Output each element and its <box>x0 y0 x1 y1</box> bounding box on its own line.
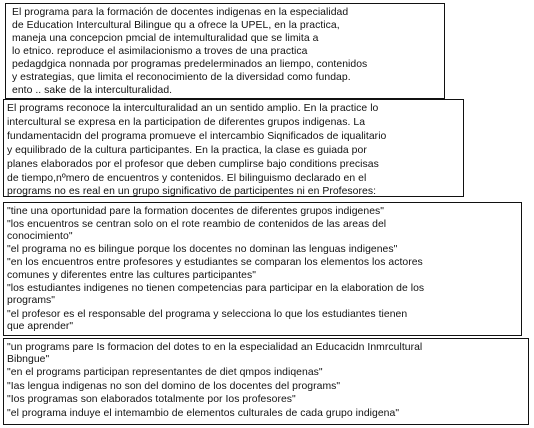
text-line: ento .. sake de la interculturalidad. <box>12 85 173 96</box>
quote-line: Bibngue" <box>7 354 50 365</box>
quote-line: "los encuentros se centran solo on el rote reambio de contenidos de las areas del <box>7 219 387 230</box>
quote-line: "los estudiantes indigenes no tienen competencias para participar en la elaboration de los <box>7 283 425 294</box>
text-line: pedagdgica nonnada por programas predelerminados an liempo, contenidos <box>12 59 368 70</box>
quote-line: "el programa induye el intemambio de elementos culturales de cada grupo indigena" <box>7 408 400 419</box>
text-line: programs no es real en un grupo significativo de participentes ni en Profesores: <box>7 186 377 197</box>
text-line: de tiempo,nºmero de encuentros y contenidos. El bilinguismo declarado en el <box>7 173 367 184</box>
text-line: y estrategias, que limita el reconocimiento de la diversidad como fundap. <box>12 72 351 83</box>
quotes-box-1 <box>3 202 522 336</box>
text-line: El programs reconoce la interculturalidad an un sentido amplio. En la practice lo <box>7 103 379 114</box>
text-line: de Education Intercultural Bilingue qu a ofrece la UPEL, en la practica, <box>12 20 340 31</box>
quote-line: "Ias lengua indigenas no son del domino de los docentes del programs" <box>7 381 341 392</box>
text-line: El programa para la formación de docentes indigenas en la especialidad <box>12 7 349 18</box>
quote-line: "en el programs participan representantes de diet qmpos indiqenas" <box>7 367 323 378</box>
quote-line: "tine una oportunidad pare la formation docentes de diferentes grupos indigenes" <box>7 206 385 217</box>
quote-line: programs" <box>7 295 56 306</box>
quote-line: "el programa no es bilingue porque los docentes no dominan las lenguas indigenes" <box>7 244 398 255</box>
text-line: maneja una concepcion pmcial de intemulturalidad que se limita a <box>12 33 319 44</box>
quote-line: conocimiento" <box>7 231 73 242</box>
text-line: planes elaborados por el profesor que deben cumplirse bajo conditions precisas <box>7 159 379 170</box>
summary-box-1 <box>5 3 445 99</box>
text-line: intercultural se expresa en la participation de diferentes grupos indigenas. La <box>7 117 366 128</box>
text-line: y equilibrado de la cultura participantes. En la practica, la clase es guiada por <box>7 145 367 156</box>
quote-line: "un programs pare Is formacion del dotes to en la especialidad an Educacidn Inmrcultural <box>7 342 423 353</box>
quote-line: "el profesor es el responsable del programa y selecciona lo que los estudiantes tienen <box>7 309 408 320</box>
text-line: fundamentacidn del programa promueve el intercambio Siqnificados de iqualitario <box>7 131 387 142</box>
quote-line: que aprender" <box>7 321 74 332</box>
text-line: lo etnico. reproduce el asimilacionismo a troves de una practica <box>12 46 308 57</box>
quote-line: "en los encuentros entre profesores y estudiantes se comparan los elementos los actores <box>7 257 423 268</box>
summary-box-2 <box>3 99 464 197</box>
quote-line: comunes y diferentes entre las cultures participantes" <box>7 270 256 281</box>
quote-line: "Ios programas son elaborados totalmente por Ios profesores" <box>7 394 296 405</box>
quotes-box-2 <box>3 338 529 425</box>
